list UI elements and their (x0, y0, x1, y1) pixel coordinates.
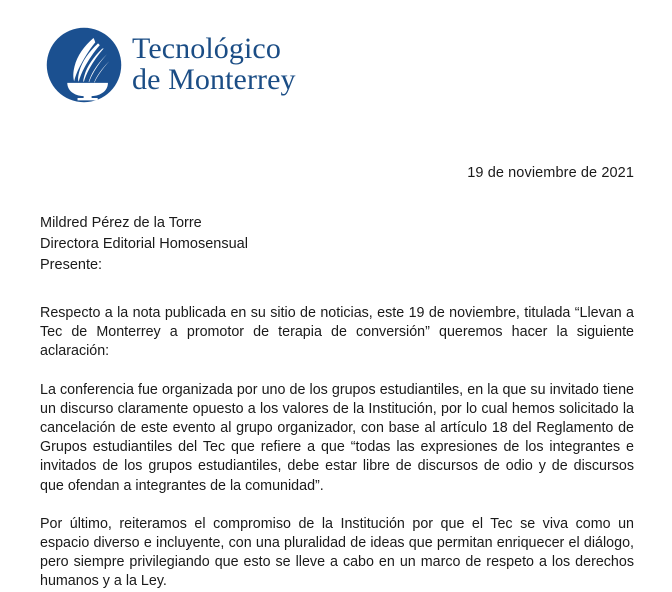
body-paragraph-1: Respecto a la nota publicada en su sitio de noticias, este 19 de noviembre, titulada “Llevan a Tec de Monterrey a promotor de terapia de conversión” queremos hacer la siguiente aclaración: (40, 305, 634, 360)
tec-de-monterrey-torch-emblem (46, 27, 122, 103)
recipient-title: Directora Editorial Homosensual (40, 236, 248, 252)
recipient-block (40, 213, 248, 276)
body-paragraph-3: Por último, reiteramos el compromiso de la Institución por que el Tec se viva como un espacio diverso e incluyente, con una pluralidad de ideas que permitan enriquecer el diálogo, pero siempre privilegiando que esto se lleve a cabo en un marco de respeto a los derechos humanos y a la Ley. (40, 515, 634, 590)
letterhead (46, 27, 296, 103)
recipient-name: Mildred Pérez de la Torre (40, 215, 202, 231)
letter-date: 19 de noviembre de 2021 (467, 165, 634, 181)
body-paragraph-2: La conferencia fue organizada por uno de los grupos estudiantiles, en la que su invitado tiene un discurso claramente opuesto a los valores de la Institución, por lo cual hemos solicitado la cancelación de este evento al grupo organizador, con base al artículo 18 del Reglamento de Grupos estudiantiles del Tec que refiere a que “todas las expresiones de los integrantes e invitados de los grupos estudiantiles, debe estar libre de discursos de odio y de discursos que ofendan a integrantes de la comunidad”. (40, 381, 634, 494)
logo-wordmark (132, 34, 296, 95)
logo-wordmark-line-1: Tecnológico (132, 32, 281, 66)
logo-wordmark-line-2: de Monterrey (132, 63, 296, 96)
recipient-salutation: Presente: (40, 257, 103, 273)
letter-body (40, 304, 634, 592)
